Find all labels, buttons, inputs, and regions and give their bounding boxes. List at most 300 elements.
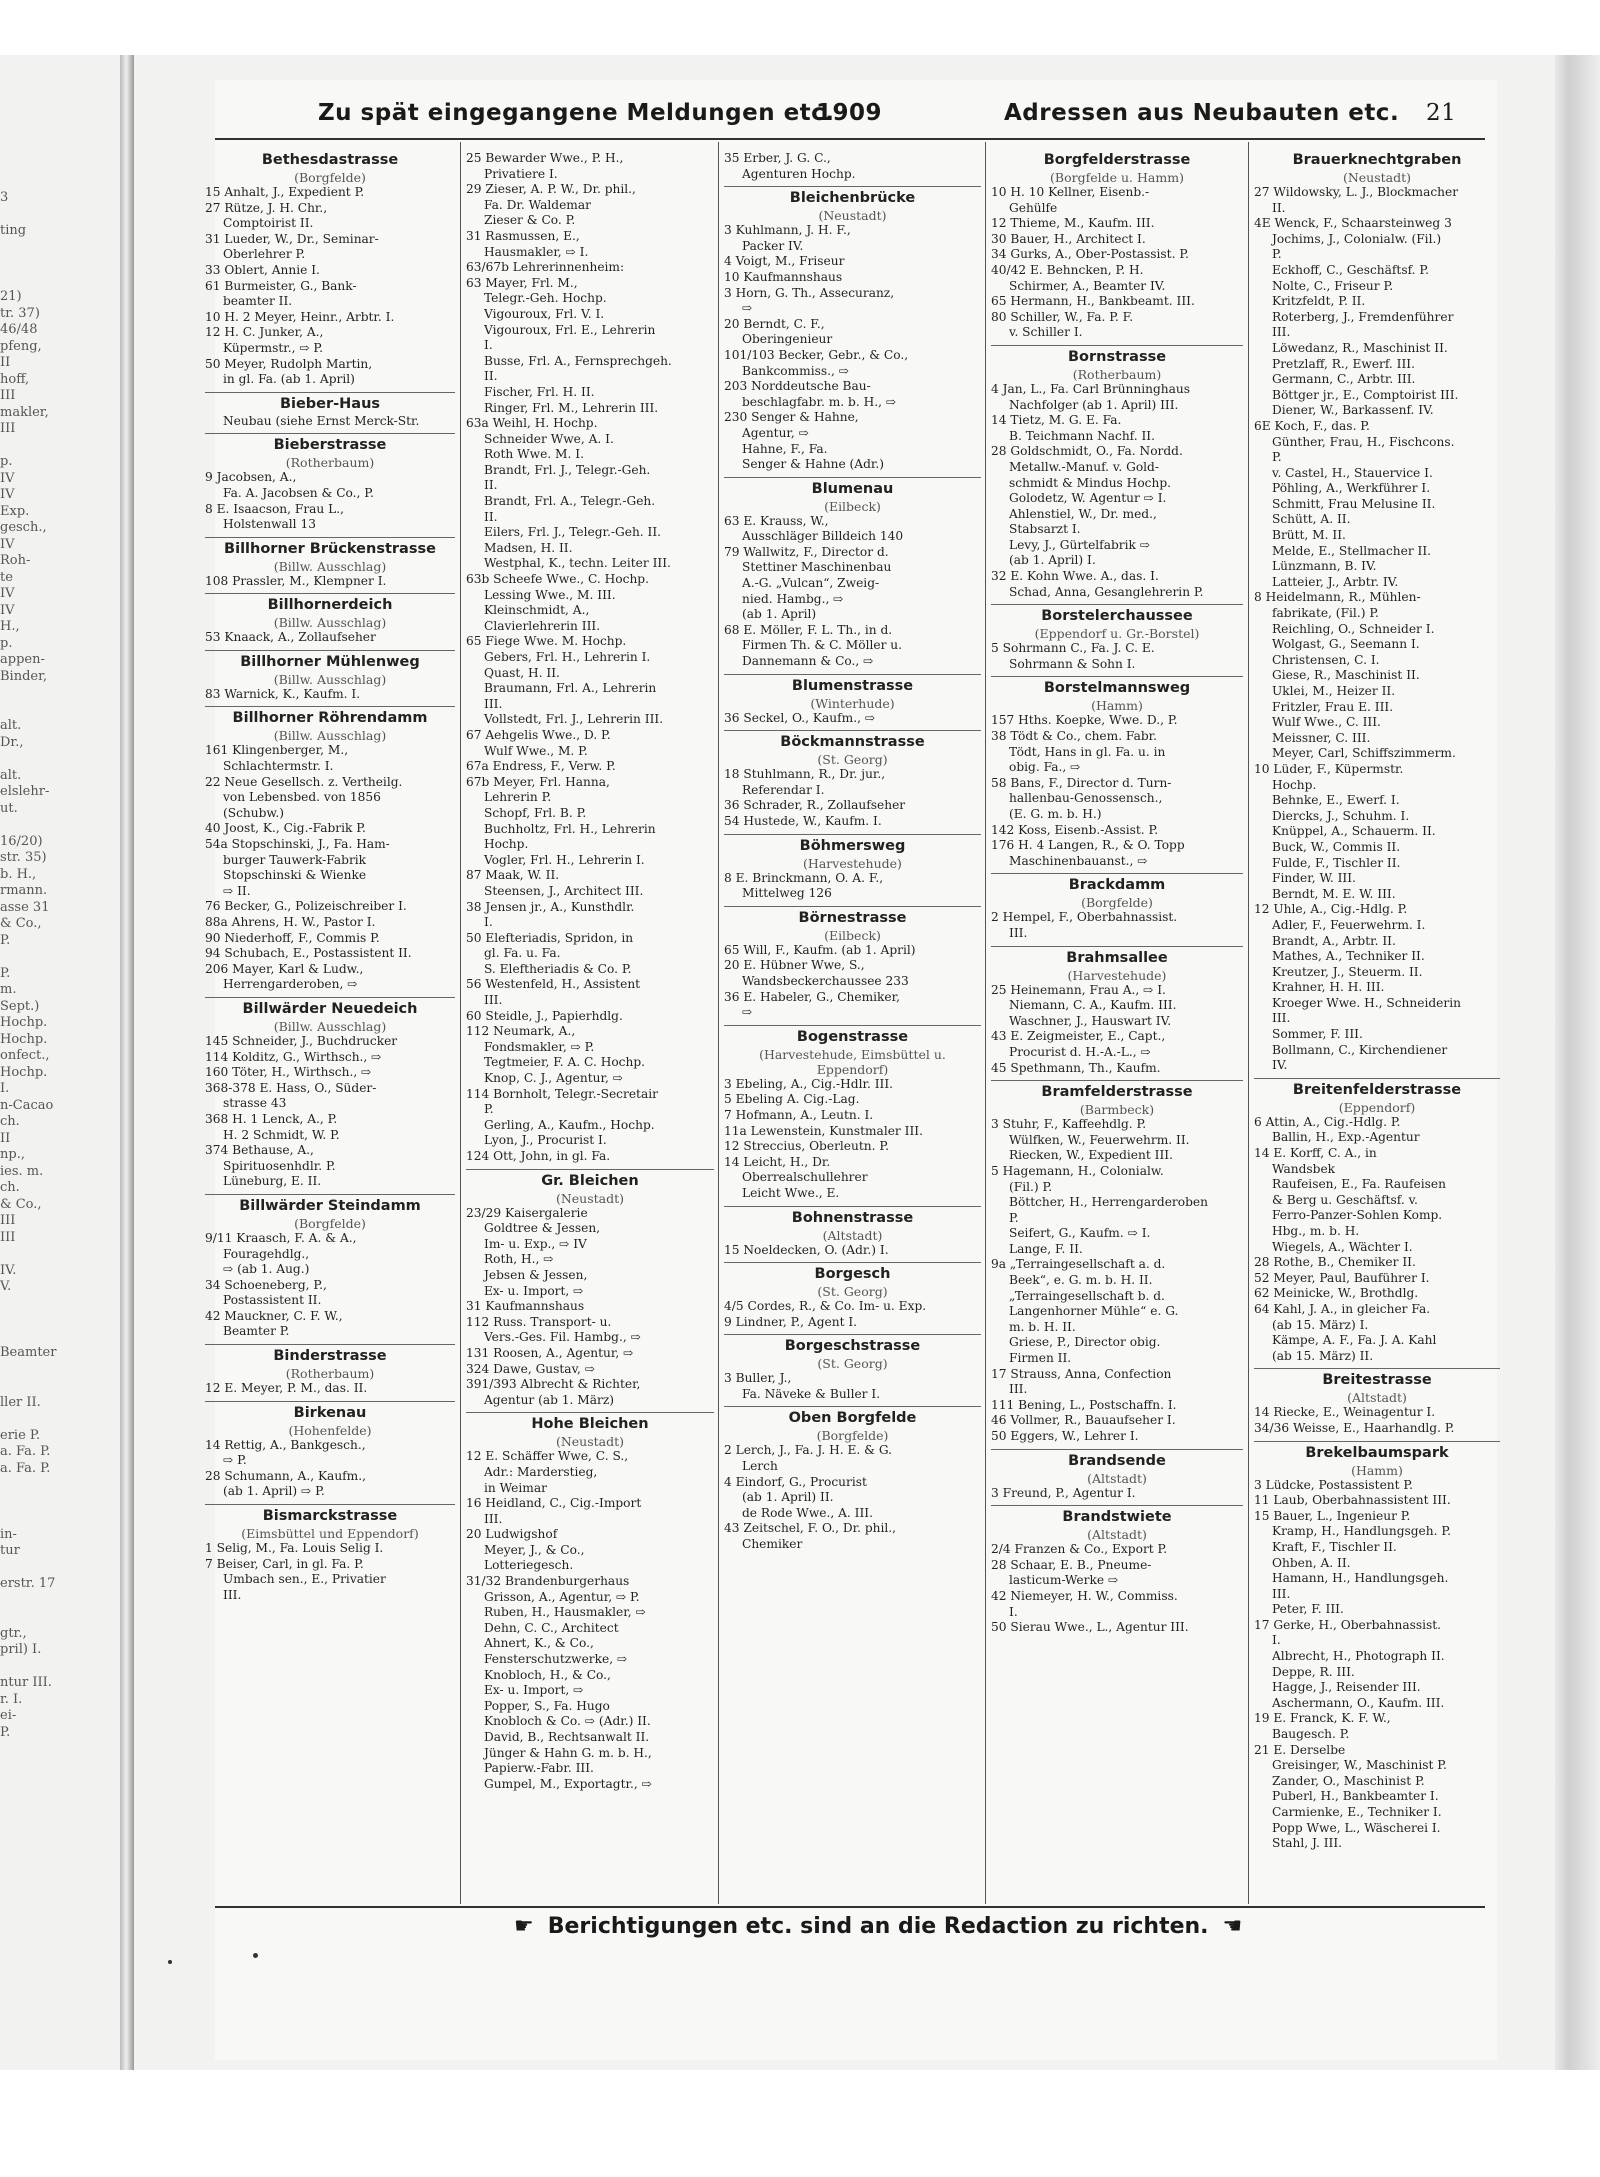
left-fragment-line: IV <box>0 487 15 502</box>
entry-line: (ab 1. April) <box>742 607 817 622</box>
pointing-hand-icon: ☛ <box>514 1914 534 1939</box>
entry-line: Wulf Wwe., C. III. <box>1272 715 1381 730</box>
entry-line: 63 Mayer, Frl. M., <box>466 275 578 290</box>
entry-line: 157 Hths. Koepke, Wwe. D., P. <box>991 713 1178 728</box>
left-fragment-line: IV <box>0 586 15 601</box>
entry-line: 14 Riecke, E., Weinagentur I. <box>1254 1405 1436 1420</box>
left-fragment-line: in- <box>0 1526 17 1542</box>
entry-line: 324 Dawe, Gustav, ⇨ <box>466 1361 595 1376</box>
entry-line: Peter, F. III. <box>1272 1602 1344 1617</box>
entry-line: 17 Gerke, H., Oberbahnassist. <box>1254 1617 1442 1632</box>
section-divider <box>991 604 1243 605</box>
entry-line: III. <box>484 696 503 711</box>
street-district: (Hamm) <box>1351 1462 1403 1478</box>
entry-line: 10 H. 2 Meyer, Heinr., Arbtr. I. <box>205 309 395 324</box>
entry-line: Baugesch. P. <box>1272 1727 1350 1742</box>
entry-line: Ferro-Panzer-Sohlen Komp. <box>1272 1208 1443 1223</box>
entry-line: Fischer, Frl. H. II. <box>484 384 595 399</box>
entry-line: Lange, F. II. <box>1009 1241 1083 1256</box>
entry-line: Schütt, A. II. <box>1272 512 1351 527</box>
entry-line: Hamann, H., Handlungsgeh. <box>1272 1571 1449 1586</box>
entry-line: Meissner, C. III. <box>1272 730 1371 745</box>
left-fragment-line: Binder, <box>0 668 48 684</box>
left-fragment-line: Hochp. <box>0 1031 48 1047</box>
left-fragment-line <box>0 1329 120 1346</box>
street-title: Breitestrasse <box>1322 1372 1432 1389</box>
entry-line: Quast, H. II. <box>484 665 560 680</box>
left-fragment-line <box>0 1477 120 1494</box>
entry-line: v. Castel, H., Stauervice I. <box>1272 465 1433 480</box>
entry-line: P. <box>1272 450 1282 465</box>
entry-line: 22 Neue Gesellsch. z. Vertheilg. <box>205 774 403 789</box>
entry-line: Metallw.-Manuf. v. Gold- <box>1009 459 1159 474</box>
street-title: Birkenau <box>293 1404 367 1421</box>
entry-line: Buck, W., Commis II. <box>1272 839 1401 854</box>
left-fragment-line <box>0 1246 120 1263</box>
entry-line: 62 Meinicke, W., Brothdlg. <box>1254 1286 1419 1301</box>
street-title: Brahmsallee <box>1066 949 1168 966</box>
street-title: Borgesch <box>814 1266 891 1283</box>
left-fragment-line: Dr., <box>0 734 24 750</box>
entry-line: 68 E. Möller, F. L. Th., in d. <box>724 622 893 637</box>
entry-line: 16 Heidland, C., Cig.-Import <box>466 1496 642 1511</box>
entry-line: 29 Zieser, A. P. W., Dr. phil., <box>466 182 636 197</box>
street-section <box>724 186 981 473</box>
left-fragment-line <box>0 1362 120 1379</box>
entry-line: m. b. H. II. <box>1009 1319 1076 1334</box>
left-fragment-line: appen- <box>0 652 45 667</box>
left-fragment-line: IV <box>0 536 15 552</box>
entry-line: Lyon, J., Procurist I. <box>484 1133 607 1148</box>
entry-line: 63a Weihl, H. Hochp. <box>466 416 598 431</box>
street-section <box>205 1194 455 1340</box>
left-fragment-line: np., <box>0 1147 25 1162</box>
page-number: 21 <box>1426 100 1457 126</box>
left-fragment-line: ei- <box>0 1708 17 1723</box>
street-section <box>466 1412 714 1792</box>
entry-line: 23/29 Kaisergalerie <box>466 1205 588 1220</box>
entry-line: Latteier, J., Arbtr. IV. <box>1272 574 1399 589</box>
street-section <box>724 730 981 829</box>
left-fragment-line: ut. <box>0 800 18 816</box>
left-fragment-line <box>0 1510 120 1527</box>
entry-line: 4E Wenck, F., Schaarsteinweg 3 <box>1254 216 1452 231</box>
entry-line: Popp Wwe, L., Wäscherei I. <box>1272 1820 1441 1835</box>
street-title: Bethesdastrasse <box>261 152 399 168</box>
entry-line: Jebsen & Jessen, <box>484 1267 588 1282</box>
entry-line: 43 E. Zeigmeister, E., Capt., <box>991 1029 1166 1044</box>
entry-line: Fondsmakler, ⇨ P. <box>484 1039 595 1054</box>
street-section <box>205 1344 455 1397</box>
entry-line: 124 Ott, John, in gl. Fa. <box>466 1149 611 1163</box>
street-title: Brauerknechtgraben <box>1292 152 1462 168</box>
entry-line: Levy, J., Gürtelfabrik ⇨ <box>1009 537 1150 552</box>
street-district: (Eilbeck) <box>824 498 881 514</box>
entry-line: I. <box>1009 1604 1018 1619</box>
entry-line: (E. G. m. b. H.) <box>1009 807 1102 821</box>
street-district: (Altstadt) <box>822 1227 883 1243</box>
entry-line: 67b Meyer, Frl. Hanna, <box>466 774 610 789</box>
entry-line: Roterberg, J., Fremdenführer <box>1272 309 1454 324</box>
entry-line: 114 Bornholt, Telegr.-Secretair <box>466 1086 658 1101</box>
entry-line: 65 Will, F., Kaufm. (ab 1. April) <box>724 942 916 957</box>
entry-line: 46 Vollmer, R., Bauaufseher I. <box>991 1413 1176 1428</box>
entry-line: 203 Norddeutsche Bau- <box>724 379 871 394</box>
entry-line: 27 Wildowsky, L. J., Blockmacher <box>1254 185 1459 199</box>
entry-line: Leicht Wwe., E. <box>742 1185 840 1200</box>
left-fragment-line: gesch., <box>0 520 47 535</box>
street-district: (Altstadt) <box>1087 1470 1147 1486</box>
left-fragment-line <box>0 273 120 290</box>
street-district: (Neustadt) <box>555 1190 625 1206</box>
entry-line: Ahlenstiel, W., Dr. med., <box>1009 506 1157 521</box>
entry-line: 145 Schneider, J., Buchdrucker <box>205 1033 398 1048</box>
entry-line: 7 Hofmann, A., Leutn. I. <box>724 1107 874 1122</box>
street-title: Hohe Bleichen <box>531 1416 649 1433</box>
entry-line: 63 E. Krauss, W., <box>724 513 829 528</box>
entry-line: III. <box>484 993 503 1008</box>
street-section <box>724 1334 981 1402</box>
street-title: Billhorner Röhrendamm <box>232 710 428 727</box>
street-district: (Altstadt) <box>1087 1527 1147 1543</box>
entry-line: 35 Erber, J. G. C., <box>724 151 831 165</box>
street-district: (St. Georg) <box>817 1284 888 1300</box>
header-year: 1909 <box>816 100 883 126</box>
entry-line: (ab 1. April) ⇨ P. <box>223 1484 325 1499</box>
street-title: Böhmersweg <box>799 837 906 854</box>
section-divider <box>205 1344 455 1345</box>
entry-line: Vigouroux, Frl. V. I. <box>484 306 605 321</box>
entry-line: 112 Russ. Transport- u. <box>466 1314 612 1329</box>
left-fragment-line: alt. <box>0 767 22 783</box>
entry-line: Roth Wwe. M. I. <box>484 447 584 462</box>
entry-line: 8 E. Isaacson, Frau L., <box>205 501 345 516</box>
street-section <box>1254 1078 1500 1365</box>
entry-line: 52 Meyer, Paul, Bauführer I. <box>1254 1270 1430 1285</box>
entry-line: Spirituosenhdlr. P. <box>223 1158 336 1173</box>
section-divider <box>724 730 981 731</box>
entry-line: beschlagfabr. m. b. H., ⇨ <box>742 394 897 409</box>
entry-line: Senger & Hahne (Adr.) <box>742 457 884 472</box>
entry-line: Hahne, F., Fa. <box>742 441 828 456</box>
entry-line: in Weimar <box>484 1480 547 1495</box>
street-district: (Eimsbüttel und Eppendorf) <box>241 1526 419 1542</box>
left-fragment-line: alt. <box>0 718 22 733</box>
entry-line: 20 Berndt, C. F., <box>724 316 825 331</box>
street-district: (Rotherbaum) <box>285 455 375 471</box>
entry-line: 15 Bauer, L., Ingenieur P. <box>1254 1508 1411 1523</box>
entry-line: (ab 1. April) II. <box>742 1490 834 1505</box>
entry-line: 34 Schoeneberg, P., <box>205 1277 327 1292</box>
street-title: Bieber-Haus <box>279 395 381 412</box>
column-divider <box>1248 142 1249 1904</box>
left-fragment-line: II <box>0 355 11 370</box>
entry-line: 7 Beiser, Carl, in gl. Fa. P. <box>205 1556 364 1571</box>
entry-line: Brandt, A., Arbtr. II. <box>1272 933 1396 948</box>
entry-line: Diercks, J., Schuhm. I. <box>1272 808 1410 823</box>
entry-line: Busse, Frl. A., Fernsprechgeh. <box>484 353 672 368</box>
left-fragment-line: a. Fa. P. <box>0 1444 51 1459</box>
street-section <box>1254 1368 1500 1436</box>
left-fragment-line: gtr., <box>0 1625 27 1641</box>
column-5 <box>1254 148 1500 1898</box>
entry-line: Schirmer, A., Beamter IV. <box>1009 278 1166 293</box>
entry-line: 64 Kahl, J. A., in gleicher Fa. <box>1254 1301 1431 1316</box>
section-divider <box>724 1334 981 1335</box>
street-district: (Hamm) <box>1091 698 1143 714</box>
left-fragment-line: ting <box>0 223 27 238</box>
left-fragment-line <box>0 207 120 224</box>
entry-line: 50 Sierau Wwe., L., Agentur III. <box>991 1620 1189 1635</box>
entry-line: 112 Neumark, A., <box>466 1024 576 1039</box>
entry-line: Procurist d. H.-A.-L., ⇨ <box>1009 1044 1151 1059</box>
street-district: (Harvestehude) <box>1067 967 1167 983</box>
entry-line: Fa. A. Jacobsen & Co., P. <box>223 485 374 500</box>
entry-line: Zieser & Co. P. <box>484 213 576 228</box>
entry-line: II. <box>484 509 498 524</box>
entry-line: Adler, F., Feuerwehrm. I. <box>1272 917 1426 932</box>
entry-line: 15 Anhalt, J., Expedient P. <box>205 185 365 199</box>
entry-line: (ab 15. März) II. <box>1272 1348 1374 1363</box>
entry-line: I. <box>484 338 493 353</box>
entry-line: 65 Hermann, H., Bankbeamt. III. <box>991 294 1195 309</box>
entry-line: 9 Jacobsen, A., <box>205 470 297 485</box>
entry-line: Kritzfeldt, P. II. <box>1272 294 1366 309</box>
street-section <box>466 151 714 1165</box>
left-fragment-line: ller II. <box>0 1394 41 1410</box>
entry-line: fabrikate, (Fil.) P. <box>1272 606 1379 621</box>
street-title: Binderstrasse <box>273 1348 387 1365</box>
entry-line: Waschner, J., Hauswart IV. <box>1009 1013 1172 1028</box>
entry-line: A.-G. „Vulcan“, Zweig- <box>742 576 880 591</box>
left-fragment-line <box>0 949 120 966</box>
entry-line: II. <box>1272 200 1286 215</box>
header-rule <box>215 138 1485 140</box>
entry-line: Ahnert, K., & Co., <box>484 1636 594 1651</box>
entry-line: 114 Kolditz, G., Wirthsch., ⇨ <box>205 1049 382 1064</box>
entry-line: III. <box>1272 1586 1291 1601</box>
entry-line: 12 H. C. Junker, A., <box>205 325 324 340</box>
section-divider <box>724 1406 981 1407</box>
entry-line: Schmitt, Frau Melusine II. <box>1272 496 1436 511</box>
entry-line: II. <box>484 369 498 384</box>
street-title: Böckmannstrasse <box>780 734 925 751</box>
entry-line: I. <box>1272 1633 1281 1648</box>
entry-line: Agentur, ⇨ <box>742 425 809 440</box>
entry-line: Brandt, Frl. A., Telegr.-Geh. <box>484 494 656 509</box>
entry-line: ⇨ P. <box>223 1453 247 1468</box>
entry-line: Hagge, J., Reisender III. <box>1272 1680 1421 1695</box>
entry-line: S. Eleftheriadis & Co. P. <box>484 961 632 976</box>
street-title: Borstelmannsweg <box>1043 680 1191 697</box>
street-title: Bornstrasse <box>1067 348 1167 365</box>
entry-line: ⇨ <box>742 301 753 316</box>
left-fragment-line: p. <box>0 454 13 469</box>
entry-line: Fritzler, Frau E. III. <box>1272 699 1394 714</box>
entry-line: 10 H. 10 Kellner, Eisenb.- <box>991 185 1150 199</box>
pointing-hand-icon: ☚ <box>1222 1914 1243 1939</box>
entry-line: Böttger jr., E., Comptoirist III. <box>1272 387 1459 402</box>
entry-line: Schad, Anna, Gesanglehrerin P. <box>1009 584 1204 599</box>
street-district: (Neustadt) <box>818 208 887 224</box>
entry-line: 50 Meyer, Rudolph Martin, <box>205 356 373 371</box>
left-fragment-line <box>0 1411 120 1428</box>
entry-line: 14 E. Korff, C. A., in <box>1254 1146 1377 1161</box>
entry-line: 17 Strauss, Anna, Confection <box>991 1366 1172 1381</box>
street-title: Börnestrasse <box>798 909 907 926</box>
entry-line: 36 Schrader, R., Zollaufseher <box>724 798 906 813</box>
left-fragment-line: Roh- <box>0 553 31 568</box>
street-section <box>724 1262 981 1330</box>
entry-line: 30 Bauer, H., Architect I. <box>991 231 1146 246</box>
entry-line: Dannemann & Co., ⇨ <box>742 654 874 669</box>
entry-line: Adr.: Marderstieg, <box>484 1464 598 1479</box>
left-fragment-line: Beamter <box>0 1345 57 1360</box>
left-fragment-line: IV <box>0 470 15 486</box>
street-district: (Billw. Ausschlag) <box>273 728 387 744</box>
entry-line: Puberl, H., Bankbeamter I. <box>1272 1789 1439 1804</box>
entry-line: 3 Horn, G. Th., Assecuranz, <box>724 285 895 300</box>
entry-line: Aschermann, O., Kaufm. III. <box>1272 1695 1445 1710</box>
entry-line: 87 Maak, W. II. <box>466 868 560 883</box>
street-section <box>205 706 455 993</box>
entry-line: Goldtree & Jessen, <box>484 1221 601 1236</box>
left-fragment-line <box>0 702 120 719</box>
street-district: (Billw. Ausschlag) <box>273 615 387 631</box>
left-fragment-line: I. <box>0 1081 10 1096</box>
entry-line: 5 Hagemann, H., Colonialw. <box>991 1163 1164 1178</box>
entry-line: Kämpe, A. F., Fa. J. A. Kahl <box>1272 1333 1437 1348</box>
street-section <box>1254 151 1500 1074</box>
entry-line: 50 Elefteriadis, Spridon, in <box>466 930 634 945</box>
entry-line: Sommer, F. III. <box>1272 1027 1363 1042</box>
entry-line: 27 Rütze, J. H. Chr., <box>205 200 328 215</box>
left-fragment-line <box>0 256 120 273</box>
entry-line: 368-378 E. Hass, O., Süder- <box>205 1080 377 1095</box>
entry-line: (ab 15. März) I. <box>1272 1317 1369 1332</box>
entry-line: Nachfolger (ab 1. April) III. <box>1009 397 1179 412</box>
section-divider <box>724 186 981 187</box>
entry-line: 31 Rasmussen, E., <box>466 228 580 243</box>
entry-line: Germann, C., Arbtr. III. <box>1272 372 1416 387</box>
street-district: (Winterhude) <box>810 695 895 711</box>
entry-line: Wiegels, A., Wächter I. <box>1272 1239 1413 1254</box>
entry-line: Lehrerin P. <box>484 790 552 805</box>
entry-line: 67a Endress, F., Verw. P. <box>466 759 616 774</box>
street-title: Blumenstrasse <box>791 677 914 694</box>
section-divider <box>724 834 981 835</box>
entry-line: 14 Rettig, A., Bankgesch., <box>205 1437 366 1452</box>
entry-line: Golodetz, W. Agentur ⇨ I. <box>1009 491 1167 506</box>
entry-line: (ab 1. April) I. <box>1009 553 1096 568</box>
entry-line: 374 Bethause, A., <box>205 1143 314 1158</box>
left-fragment-line: & Co., <box>0 1196 42 1212</box>
entry-line: 11a Lewenstein, Kunstmaler III. <box>724 1123 923 1138</box>
street-district: (Billw. Ausschlag) <box>273 558 387 574</box>
entry-line: 83 Warnick, K., Kaufm. I. <box>205 686 361 701</box>
street-district: (Borgfelde u. Hamm) <box>1050 170 1184 185</box>
street-district: (Rotherbaum) <box>1072 366 1162 382</box>
left-fragment-line: III <box>0 388 16 403</box>
entry-line: 20 Ludwigshof <box>466 1527 558 1542</box>
entry-line: David, B., Rechtsanwalt II. <box>484 1730 650 1744</box>
entry-line: 31 Lueder, W., Dr., Seminar- <box>205 231 379 246</box>
entry-line: 3 Kuhlmann, J. H. F., <box>724 223 851 238</box>
entry-line: Knobloch & Co. ⇨ (Adr.) II. <box>484 1714 651 1729</box>
section-divider <box>1254 1368 1500 1369</box>
section-divider <box>205 997 455 998</box>
section-divider <box>991 1080 1243 1081</box>
entry-line: 54 Hustede, W., Kaufm. I. <box>724 814 882 828</box>
street-title: Bramfelderstrasse <box>1041 1084 1193 1101</box>
street-section <box>724 1406 981 1552</box>
entry-line: 42 Niemeyer, H. W., Commiss. <box>991 1588 1178 1603</box>
entry-line: gl. Fa. u. Fa. <box>484 946 561 961</box>
entry-line: Hausmakler, ⇨ I. <box>484 244 589 259</box>
entry-line: P. <box>1009 1210 1019 1225</box>
entry-line: 54a Stopschinski, J., Fa. Ham- <box>205 837 390 852</box>
street-section <box>724 1206 981 1259</box>
entry-line: Umbach sen., E., Privatier <box>223 1572 386 1587</box>
section-divider <box>205 433 455 434</box>
entry-line: Ruben, H., Hausmakler, ⇨ <box>484 1605 646 1620</box>
street-section <box>466 1169 714 1409</box>
left-fragment-line: III <box>0 421 16 436</box>
left-fragment-line: III <box>0 1213 16 1228</box>
left-fragment-line <box>0 751 120 768</box>
left-fragment-line <box>0 1609 120 1626</box>
entry-line: Seifert, G., Kaufm. ⇨ I. <box>1009 1226 1151 1241</box>
entry-line: Stabsarzt I. <box>1009 522 1081 537</box>
left-fragment-line <box>0 1560 120 1577</box>
entry-line: III. <box>1009 925 1028 940</box>
left-fragment-line: pfeng, <box>0 338 42 354</box>
left-fragment-line: p. <box>0 635 13 651</box>
entry-line: 12 Thieme, M., Kaufm. III. <box>991 216 1155 231</box>
street-section <box>991 1505 1243 1636</box>
left-fragment-line: te <box>0 569 13 585</box>
entry-line: Kroeger Wwe. H., Schneiderin <box>1272 995 1461 1010</box>
entry-line: von Lebensbed. von 1856 <box>223 790 381 805</box>
street-section <box>991 345 1243 600</box>
entry-line: 131 Roosen, A., Agentur, ⇨ <box>466 1345 634 1360</box>
left-fragment-line: 3 <box>0 190 9 205</box>
entry-line: 45 Spethmann, Th., Kaufm. <box>991 1060 1161 1075</box>
left-fragment-line <box>0 685 120 702</box>
street-section <box>205 151 455 388</box>
left-fragment-line: Hochp. <box>0 1015 48 1030</box>
entry-line: 8 E. Brinckmann, O. A. F., <box>724 870 884 885</box>
entry-line: Böttcher, H., Herrengarderoben <box>1009 1195 1208 1210</box>
entry-line: Niemann, C. A., Kaufm. III. <box>1009 998 1177 1013</box>
entry-line: Firmen II. <box>1009 1351 1072 1366</box>
street-title: Blumenau <box>811 480 894 497</box>
street-section <box>724 477 981 670</box>
entry-line: Ex- u. Import, ⇨ <box>484 1283 584 1298</box>
column-divider <box>718 142 719 1904</box>
entry-line: 3 Lüdcke, Postassistent P. <box>1254 1477 1413 1492</box>
entry-line: Wandsbek <box>1272 1161 1336 1176</box>
entry-line: 43 Zeitschel, F. O., Dr. phil., <box>724 1521 897 1536</box>
entry-line: Ringer, Frl. M., Lehrerin III. <box>484 400 659 415</box>
entry-line: Holstenwall 13 <box>223 517 316 532</box>
entry-line: obig. Fa., ⇨ <box>1009 760 1081 775</box>
entry-line: Stopschinski & Wienke <box>223 868 367 883</box>
entry-line: 9/11 Kraasch, F. A. & A., <box>205 1230 357 1245</box>
entry-line: 21 E. Derselbe <box>1254 1742 1346 1757</box>
street-section <box>205 392 455 430</box>
entry-line: Carmienke, E., Techniker I. <box>1272 1805 1442 1819</box>
